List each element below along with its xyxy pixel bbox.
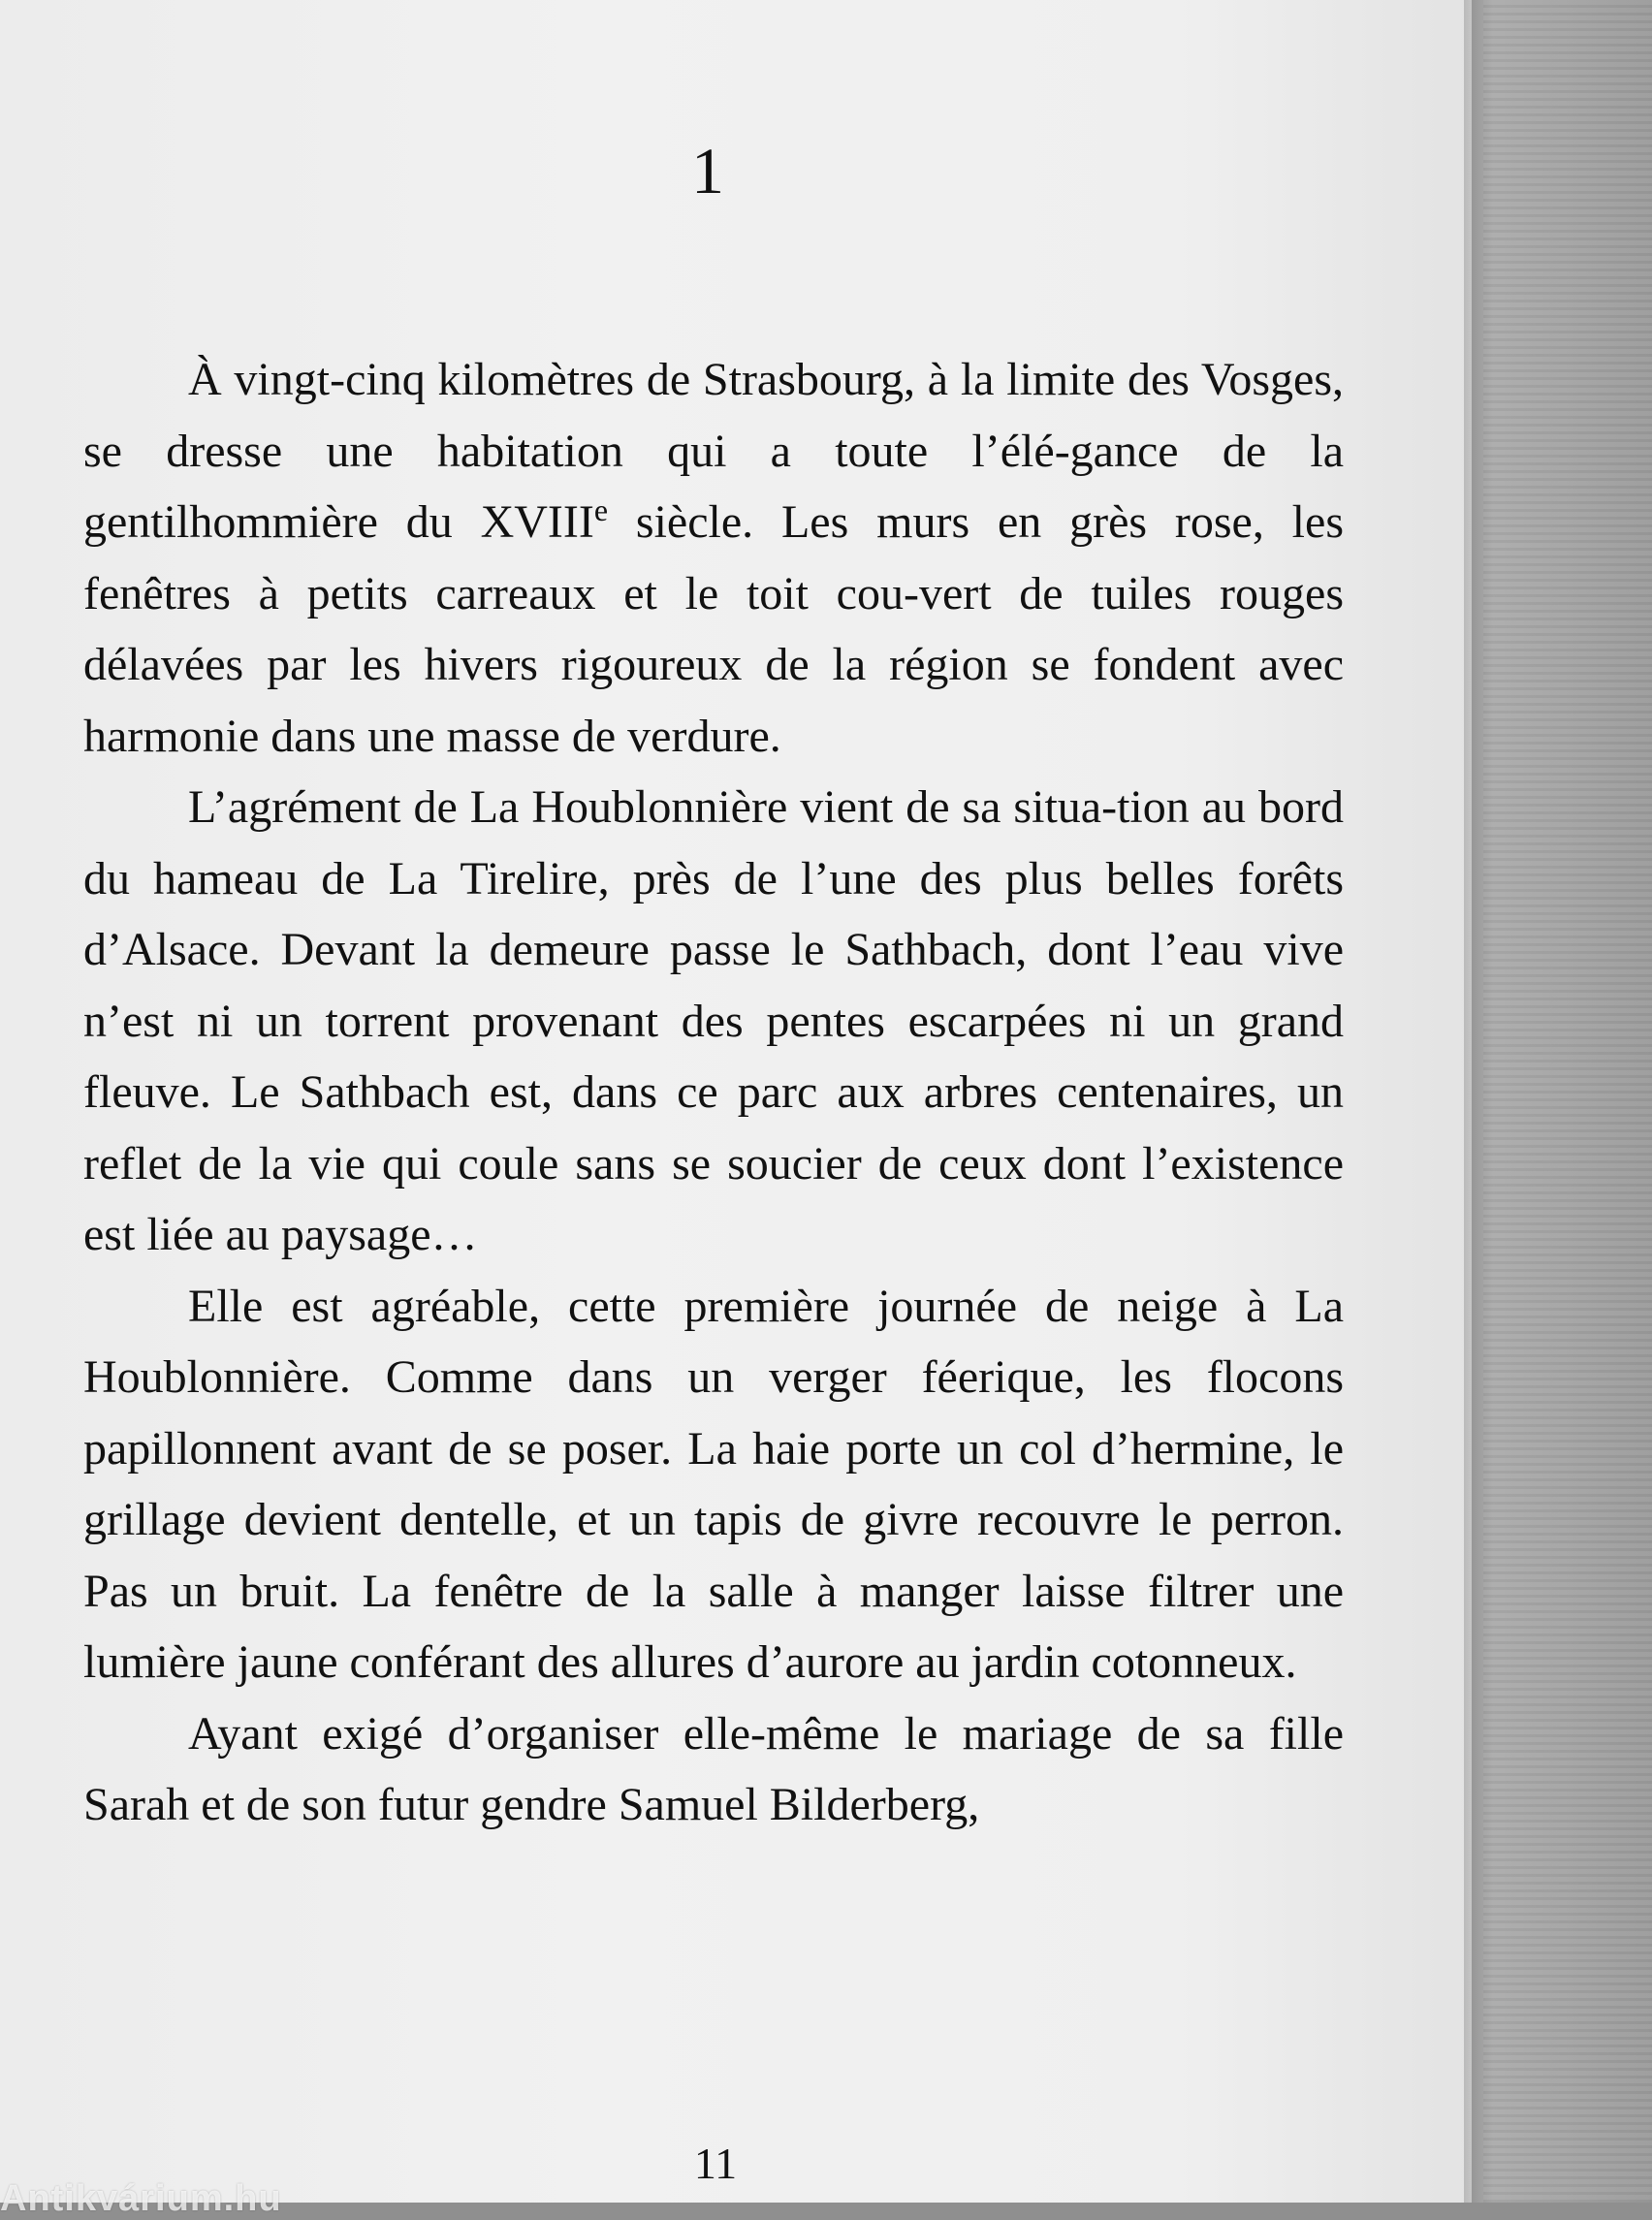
paragraph-3: Elle est agréable, cette première journée de neige à La Houblonnière. Comme dans un verger féerique, les flocons papillonnent avant de se poser. La haie porte un col d’hermine, le grillage devient dentelle, et un tapis de givre recouvre le perron. Pas un bruit. La fenêtre de la salle à manger laisse filtrer une lumière jaune conférant des allures d’aurore au jardin cotonneux. <box>83 1280 1344 1688</box>
paragraph-4: Ayant exigé d’organiser elle-même le mariage de sa fille Sarah et de son futur gendre Samuel Bilderberg, <box>83 1707 1344 1830</box>
watermark: Antikvárium.hu <box>0 2178 282 2219</box>
paragraph-2: L’agrément de La Houblonnière vient de sa situa-tion au bord du hameau de La Tirelire, près de l’une des plus belles forêts d’Alsace. Devant la demeure passe le Sathbach, dont l’eau vive n’est ni un torrent provenant des pentes escarpées ni un grand fleuve. Le Sathbach est, dans ce parc aux arbres centenaires, un reflet de la vie qui coule sans se soucier de ceux dont l’existence est liée au paysage… <box>83 781 1344 1260</box>
body-text <box>83 344 1344 1841</box>
paragraph-1 <box>83 344 1344 772</box>
page-number: 11 <box>693 2139 738 2188</box>
fabric-texture <box>1483 0 1652 2203</box>
century-superscript: e <box>593 492 609 527</box>
paragraph-1-text: À vingt-cinq kilomètres de Strasbourg, à la limite des Vosges, se dresse une habitation qui a toute l’élé-gance de la gentilhommière du XVIII <box>83 354 1344 548</box>
paragraph-1-continuation: siècle. Les murs en grès rose, les fenêtres à petits carreaux et le toit cou-vert de tuiles rouges délavées par les hivers rigoureux de la région se fondent avec harmonie dans une masse de verdure. <box>83 496 1344 762</box>
chapter-number: 1 <box>691 134 724 207</box>
page-edge-shadow <box>1464 0 1493 2203</box>
